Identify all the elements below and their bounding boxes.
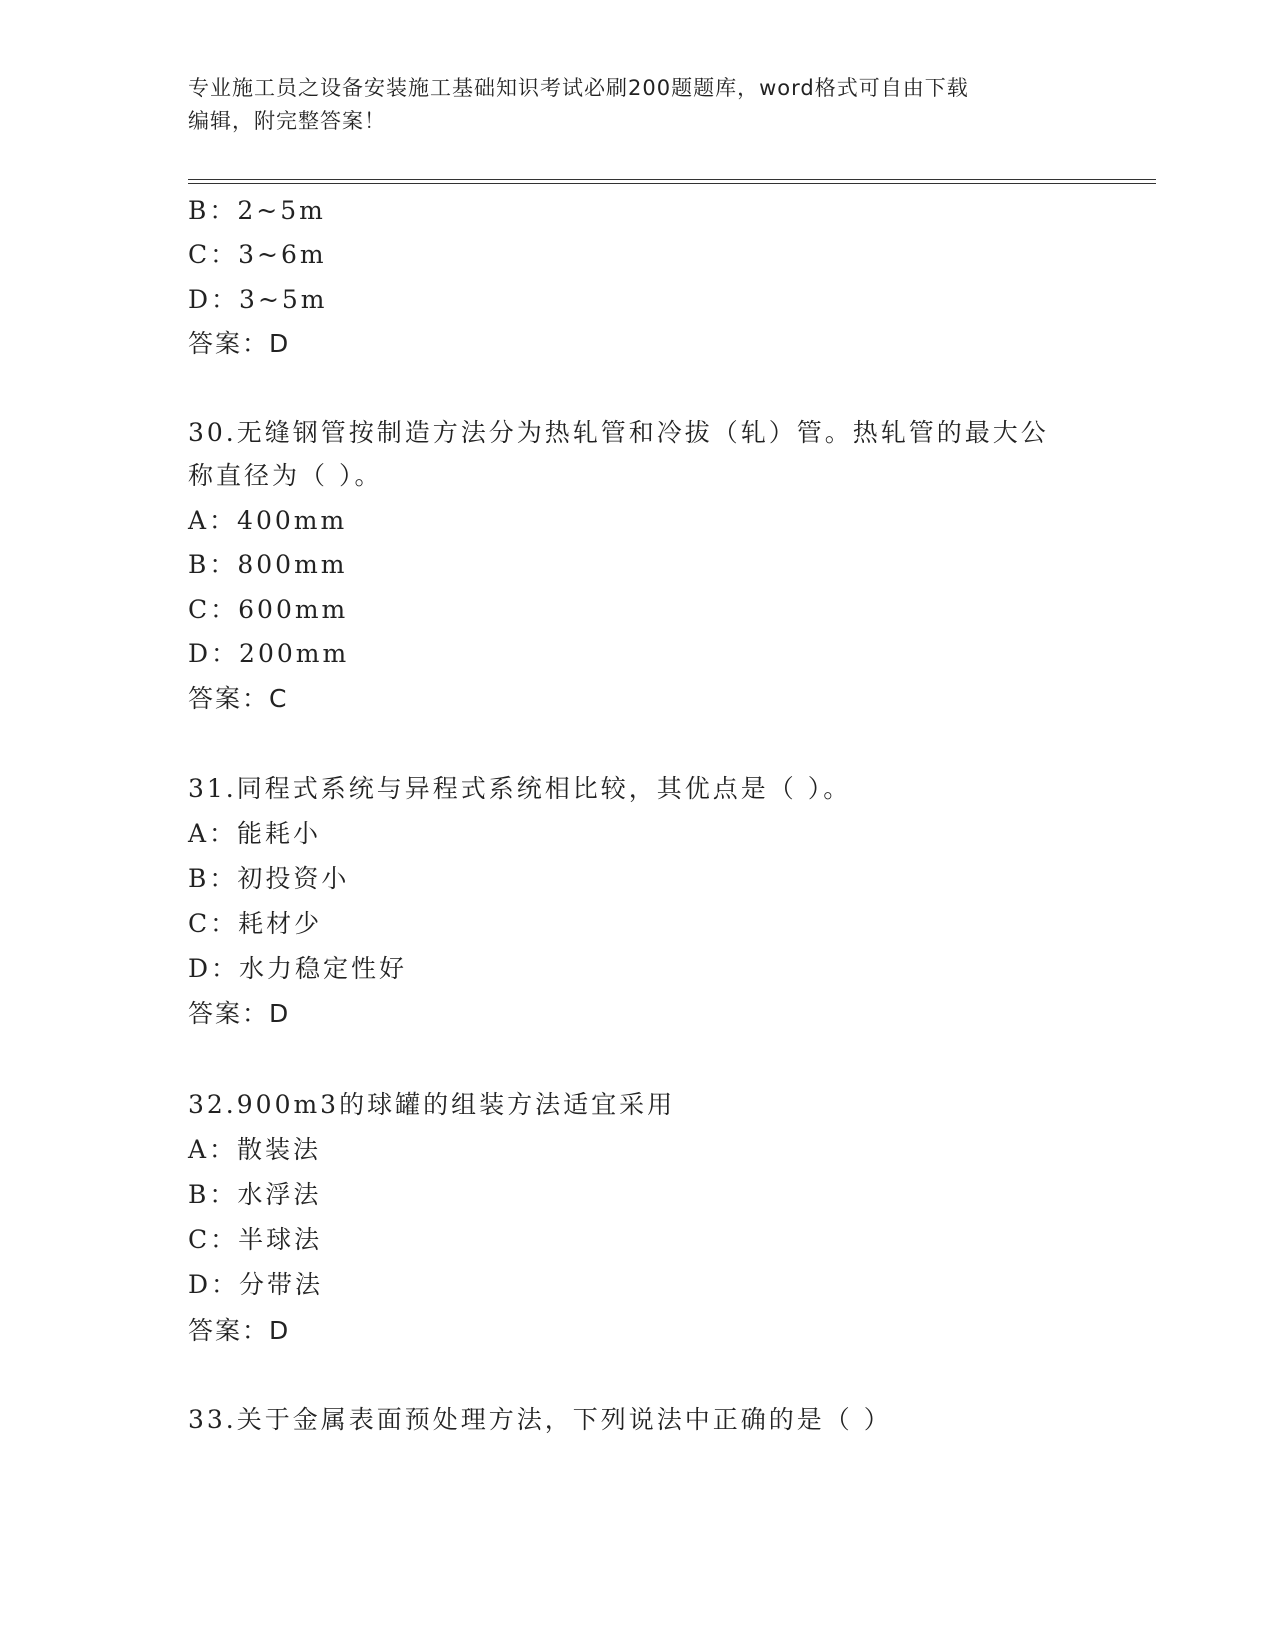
q31-option-d: D：水力稳定性好 xyxy=(188,954,408,983)
q30-option-a: A：400mm xyxy=(188,506,348,535)
q32-stem: 32.900m3的球罐的组装方法适宜采用 xyxy=(188,1090,676,1119)
q29-option-c: C：3~6m xyxy=(188,240,327,269)
q31-option-a: A：能耗小 xyxy=(188,819,322,848)
q32-option-c: C：半球法 xyxy=(188,1225,323,1254)
q29-answer: 答案：D xyxy=(188,329,291,358)
q30-stem-line-2: 称直径为（ ）。 xyxy=(188,461,383,490)
q33-stem: 33.关于金属表面预处理方法，下列说法中正确的是（ ） xyxy=(188,1405,892,1434)
q31-stem: 31.同程式系统与异程式系统相比较，其优点是（ ）。 xyxy=(188,774,852,803)
header-divider-top xyxy=(188,179,1156,180)
q30-option-d: D：200mm xyxy=(188,639,350,668)
q30-option-c: C：600mm xyxy=(188,595,349,624)
q30-answer: 答案：C xyxy=(188,684,289,713)
header-divider-bottom xyxy=(188,183,1156,184)
q30-option-b: B：800mm xyxy=(188,550,348,579)
q32-answer: 答案：D xyxy=(188,1316,291,1345)
q32-option-d: D：分带法 xyxy=(188,1270,324,1299)
header-title-line-1: 专业施工员之设备安装施工基础知识考试必刷200题题库，word格式可自由下载 xyxy=(188,76,969,100)
document-header xyxy=(188,72,1088,138)
q32-option-a: A：散装法 xyxy=(188,1135,322,1164)
q29-option-b: B：2~5m xyxy=(188,196,326,225)
q29-option-d: D：3~5m xyxy=(188,285,328,314)
q31-answer: 答案：D xyxy=(188,999,291,1028)
q32-option-b: B：水浮法 xyxy=(188,1180,322,1209)
q31-option-b: B：初投资小 xyxy=(188,864,350,893)
q30-stem-line-1: 30.无缝钢管按制造方法分为热轧管和冷拔（轧）管。热轧管的最大公 xyxy=(188,418,1049,447)
q31-option-c: C：耗材少 xyxy=(188,909,323,938)
header-title-line-2: 编辑，附完整答案！ xyxy=(188,109,386,133)
